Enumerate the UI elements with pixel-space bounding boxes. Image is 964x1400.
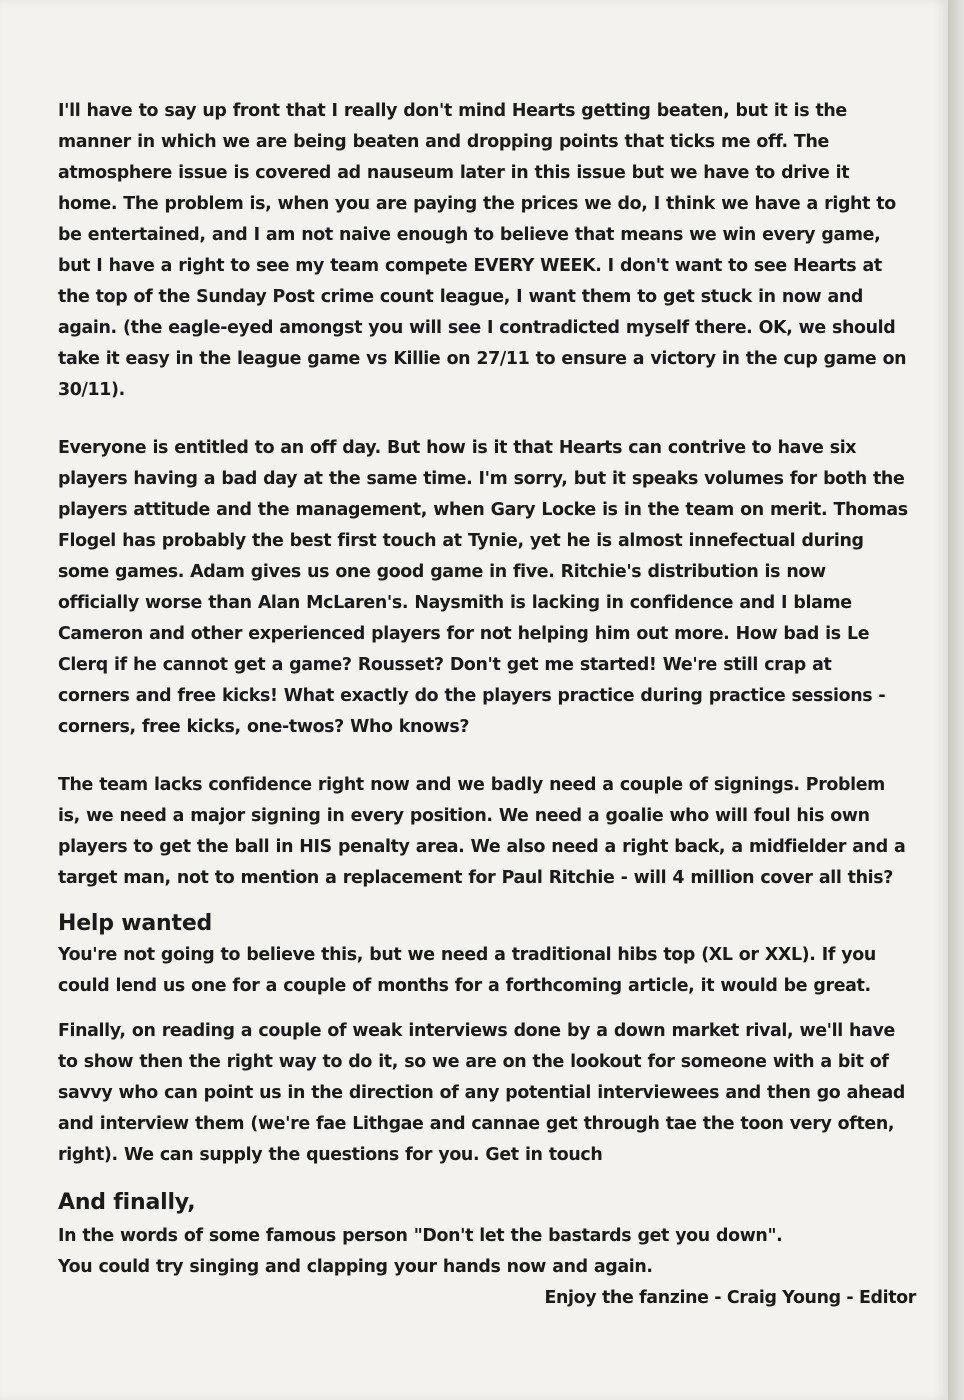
paragraph-intro: I'll have to say up front that I really don't mind Hearts getting beaten, but it is the manner in which we are being beaten and dropping points that ticks me off. The atmosphere issue is covered ad nauseum later in this issue but we have to drive it home. The problem is, when you are paying the prices we do, I think we have a right to be entertained, and I am not naive enough to believe that means we win every game, but I have a right to see my team compete EVERY WEEK. I don't want to see Hearts at the top of the Sunday Post crime count league, I want them to get stuck in now and again. (the eagle-eyed amongst you will see I contradicted myself there. OK, we should take it easy in the league game vs Killie on 27/11 to ensure a victory in the cup game on 30/11). [58, 101, 907, 400]
article-body [58, 96, 916, 1314]
paragraph-hibs-top: You're not going to believe this, but we need a traditional hibs top (XL or XXL). If you could lend us one for a couple of months for a forthcoming article, it would be great. [58, 945, 876, 996]
paragraph-players: Everyone is entitled to an off day. But how is it that Hearts can contrive to have six players having a bad day at the same time. I'm sorry, but it speaks volumes for both the players attitude and the management, when Gary Locke is in the team on merit. Thomas Flogel has probably the best first touch at Tynie, yet he is almost innefectual during some games. Adam gives us one good game in five. Ritchie's distribution is now officially worse than Alan McLaren's. Naysmith is lacking in confidence and I blame Cameron and other experienced players for not helping him out more. How bad is Le Clerq if he cannot get a game? Rousset? Don't get me started! We're still crap at corners and free kicks! What exactly do the players practice during practice sessions - corners, free kicks, one-twos? Who knows? [58, 438, 908, 737]
page-edge [948, 0, 964, 1400]
editor-signoff: Enjoy the fanzine - Craig Young - Editor [544, 1288, 916, 1308]
and-finally-heading: And finally, [58, 1190, 196, 1215]
paragraph-signings: The team lacks confidence right now and we badly need a couple of signings. Problem is, we need a major signing in every position. We need a goalie who will foul his own players to get the ball in HIS penalty area. We also need a right back, a midfielder and a target man, not to mention a replacement for Paul Ritchie - will 4 million cover all this? [58, 775, 906, 888]
help-wanted-heading: Help wanted [58, 911, 213, 936]
paragraph-closing [58, 1221, 908, 1283]
paragraph-interviews: Finally, on reading a couple of weak interviews done by a down market rival, we'll have to show then the right way to do it, so we are on the lookout for someone with a bit of savvy who can point us in the direction of any potential interviewees and then go ahead and interview them (we're fae Lithgae and cannae get through tae the toon very often, right). We can supply the questions for you. Get in touch [58, 1021, 905, 1165]
closing-line-2: You could try singing and clapping your hands now and again. [58, 1257, 653, 1277]
closing-line-1: In the words of some famous person "Don't let the bastards get you down". [58, 1226, 783, 1246]
